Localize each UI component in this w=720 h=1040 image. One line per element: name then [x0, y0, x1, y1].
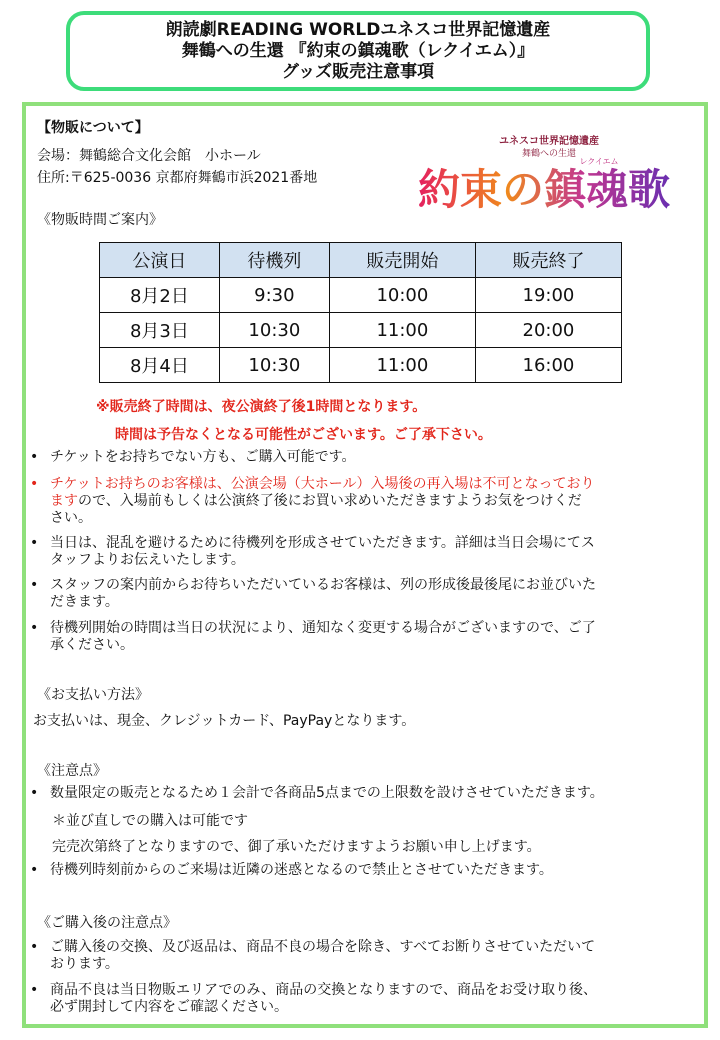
bullet-text: 数量限定の販売となるため１会計で各商品5点までの上限数を設けさせていただきます。: [50, 785, 604, 801]
bullet-dot: •: [30, 620, 39, 636]
bullet-text: 待機列時刻前からのご来場は近隣の迷惑となるので禁止とさせていただきます。: [50, 862, 553, 878]
table-cell: 9:30: [219, 278, 329, 313]
title-box: [66, 11, 650, 91]
bullet-text: スタッフの案内前からお待ちいただいているお客様は、列の形成後最後尾にお並びいた: [50, 577, 596, 593]
col-header: 待機列: [219, 243, 329, 278]
title-line-2: 舞鶴への生還 『約束の鎮魂歌（レクイエム）』: [181, 40, 535, 61]
title-line-3: グッズ販売注意事項: [281, 61, 435, 82]
notice-line-1: ※販売終了時間は、夜公演終了後1時間となります。: [96, 399, 427, 415]
bullet-text: ので、入場前もしくは公演終了後にお買い求めいただきますようお気をつけくだ: [78, 493, 582, 509]
bullet-text: 商品不良は当日物販エリアでのみ、商品の交換となりますので、商品をお受け取り後、: [50, 982, 597, 998]
bullet-dot: •: [30, 939, 39, 955]
logo-sub-1: ユネスコ世界記憶遺産: [499, 136, 599, 147]
payment-heading: 《お支払い方法》: [37, 687, 149, 703]
cautions-heading: 《注意点》: [37, 763, 107, 779]
bullet-dot: •: [30, 476, 39, 492]
venue-text: 会場：舞鶴総合文化会館 小ホール: [37, 148, 261, 164]
bullet-dot: •: [30, 862, 39, 878]
table-row: [100, 278, 622, 313]
table-cell: 11:00: [329, 348, 475, 383]
table-cell: 8月2日: [100, 278, 220, 313]
bullet-text: チケットをお持ちでない方も、ご購入可能です。: [50, 449, 356, 465]
bullet-text: だきます。: [50, 594, 119, 610]
bullet-text: 当日は、混乱を避けるために待機列を形成させていただきます。詳細は当日会場にてス: [50, 535, 595, 551]
sales-heading: 【物販について】: [37, 120, 149, 136]
payment-text: お支払いは、現金、クレジットカード、PayPayとなります。: [33, 713, 416, 729]
bullet-text: おります。: [50, 956, 119, 972]
bullet-text: 承ください。: [50, 637, 134, 653]
caution-note: ＊並び直しでの購入は可能です: [52, 813, 248, 829]
table-cell: 10:30: [219, 348, 329, 383]
after-heading: 《ご購入後の注意点》: [37, 915, 177, 931]
col-header: 販売終了: [475, 243, 621, 278]
bullet-text-red: ます: [50, 493, 78, 509]
table-cell: 8月4日: [100, 348, 220, 383]
event-logo: [404, 128, 684, 220]
bullet-text-red: チケットお持ちのお客様は、公演会場（大ホール）入場後の再入場は不可となっており: [50, 476, 595, 492]
table-row: [100, 313, 622, 348]
address-text: 住所:〒625-0036 京都府舞鶴市浜2021番地: [37, 170, 318, 186]
title-line-1: 朗読劇READING WORLDユネスコ世界記憶遺産: [165, 19, 551, 40]
bullet-dot: •: [30, 449, 39, 465]
table-row: [100, 348, 622, 383]
bullet-dot: •: [30, 535, 39, 551]
bullet-text: さい。: [50, 510, 92, 526]
caution-note-2: 完売次第終了となりますので、御了承いただけますようお願い申し上げます。: [52, 839, 541, 855]
schedule-heading: 《物販時間ご案内》: [37, 212, 163, 228]
bullet-dot: •: [30, 982, 39, 998]
table-header-row: [100, 243, 622, 278]
bullet-text: 待機列開始の時間は当日の状況により、通知なく変更する場合がございますので、ご了: [50, 620, 596, 636]
bullet-text: 必ず開封して内容をご確認ください。: [50, 999, 288, 1015]
table-cell: 10:30: [219, 313, 329, 348]
table-cell: 19:00: [475, 278, 621, 313]
bullet-dot: •: [30, 785, 39, 801]
logo-sub-2: 舞鶴への生還: [521, 149, 577, 159]
bullet-text: ご購入後の交換、及び返品は、商品不良の場合を除き、すべてお断りさせていただいて: [50, 939, 596, 955]
bullet-text: タッフよりお伝えいたします。: [50, 552, 245, 568]
table-cell: 16:00: [475, 348, 621, 383]
logo-ruby: レクイエム: [579, 157, 619, 166]
schedule-table: [99, 242, 622, 383]
list-item: [30, 476, 680, 527]
logo-main: 約束の鎮魂歌: [417, 165, 671, 214]
table-cell: 11:00: [329, 313, 475, 348]
table-cell: 8月3日: [100, 313, 220, 348]
table-cell: 10:00: [329, 278, 475, 313]
col-header: 販売開始: [329, 243, 475, 278]
table-cell: 20:00: [475, 313, 621, 348]
notice-line-2: 時間は予告なくとなる可能性がございます。ご了承下さい。: [115, 427, 492, 443]
col-header: 公演日: [100, 243, 220, 278]
bullet-dot: •: [30, 577, 39, 593]
